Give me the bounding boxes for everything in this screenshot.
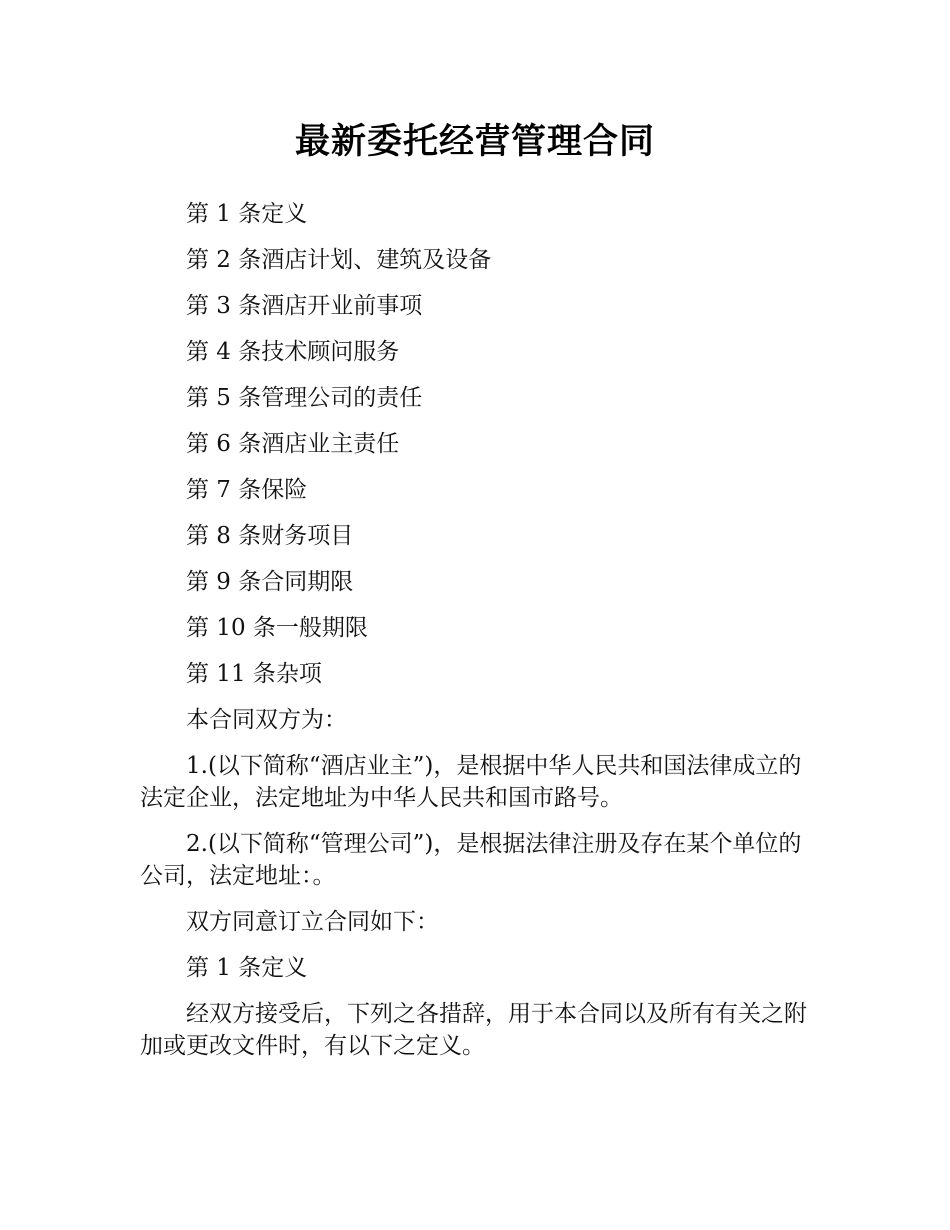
toc-article-3: 第 3 条酒店开业前事项 [186,293,423,319]
toc-article-1: 第 1 条定义 [186,201,308,227]
article-1-body: 经双方接受后，下列之各措辞，用于本合同以及所有有关之附加或更改文件时，有以下之定义。 [140,1001,807,1059]
party-owner-paragraph: 1.(以下简称“酒店业主”)，是根据中华人民共和国法律成立的法定企业，法定地址为中华人民共和国市路号。 [140,753,802,811]
parties-intro: 本合同双方为： [186,707,347,733]
party-management-paragraph: 2.(以下简称“管理公司”)，是根据法律注册及存在某个单位的公司，法定地址：。 [140,831,802,889]
toc-article-5: 第 5 条管理公司的责任 [186,385,423,411]
document-body [140,198,808,1076]
toc-article-9: 第 9 条合同期限 [186,569,354,595]
toc-article-8: 第 8 条财务项目 [186,523,354,549]
agreement-intro: 双方同意订立合同如下： [186,909,439,935]
toc-article-11: 第 11 条杂项 [186,661,322,687]
document-title: 最新委托经营管理合同 [294,122,655,162]
toc-article-6: 第 6 条酒店业主责任 [186,431,400,457]
article-1-heading: 第 1 条定义 [186,955,308,981]
toc-article-2: 第 2 条酒店计划、建筑及设备 [186,247,492,273]
toc-article-4: 第 4 条技术顾问服务 [186,339,400,365]
toc-article-10: 第 10 条一般期限 [186,615,368,641]
toc-article-7: 第 7 条保险 [186,477,308,503]
